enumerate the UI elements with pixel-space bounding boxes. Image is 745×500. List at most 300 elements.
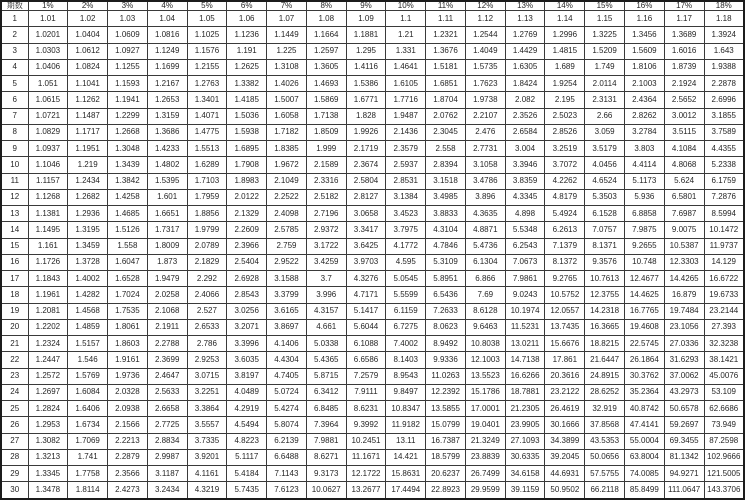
factor-cell: 1.0824 [68,59,108,75]
factor-cell: 1.5609 [624,43,664,59]
factor-cell: 1.8061 [108,319,148,335]
factor-cell: 1.03 [108,11,148,27]
factor-cell: 1.2996 [545,27,585,43]
factor-cell: 5.5348 [505,222,545,238]
factor-cell: 6.1088 [346,336,386,352]
factor-cell: 6.1304 [465,254,505,270]
factor-cell: 8.1371 [585,238,625,254]
factor-cell: 1.4116 [346,59,386,75]
factor-cell: 8.6231 [346,401,386,417]
factor-cell: 4.3276 [346,271,386,287]
factor-cell: 6.8485 [306,401,346,417]
factor-cell: 2.4273 [108,482,148,499]
factor-cell: 34.3899 [545,433,585,449]
factor-cell: 3.2071 [227,319,267,335]
factor-cell: 1.2936 [68,206,108,222]
table-row [1,238,744,254]
factor-cell: 4.8179 [545,189,585,205]
factor-cell: 3.4786 [465,173,505,189]
factor-cell: 2.4364 [624,92,664,108]
factor-cell: 1.3728 [68,254,108,270]
factor-cell: 1.4568 [68,303,108,319]
factor-cell: 2.3045 [426,124,466,140]
factor-cell: 3.1058 [465,157,505,173]
factor-cell: 1.5007 [267,92,307,108]
factor-cell: 1.0404 [68,27,108,43]
factor-cell: 13.0211 [505,336,545,352]
table-row [1,417,744,433]
factor-cell: 1.5386 [346,76,386,92]
factor-cell: 32.3238 [704,336,744,352]
period-cell: 8 [1,124,28,140]
factor-cell: 1.06 [227,11,267,27]
factor-cell: 8.5994 [704,206,744,222]
factor-cell: 1.8009 [147,238,187,254]
factor-cell: 3.0715 [187,368,227,384]
factor-cell: 29.9599 [465,482,505,499]
factor-cell: 1.1487 [68,108,108,124]
factor-cell: 5.4274 [267,401,307,417]
factor-cell: 23.8839 [465,449,505,465]
factor-cell: 10.8038 [465,336,505,352]
factor-cell: 4.6524 [585,173,625,189]
factor-cell: 50.9502 [545,482,585,499]
factor-cell: 1.1025 [187,27,227,43]
factor-cell: 6.6488 [267,449,307,465]
factor-cell: 6.2613 [545,222,585,238]
factor-cell: 2.2879 [108,449,148,465]
factor-cell: 3.3996 [227,336,267,352]
factor-cell: 1.3605 [306,59,346,75]
factor-cell: 7.9881 [306,433,346,449]
period-cell: 7 [1,108,28,124]
factor-cell: 1.0609 [108,27,148,43]
factor-cell: 4.4355 [704,141,744,157]
factor-cell: 1.6105 [386,76,426,92]
factor-cell: 1.7069 [68,433,108,449]
factor-cell: 1.5735 [465,59,505,75]
rate-column-header: 4% [147,1,187,11]
factor-cell: 3.4523 [386,206,426,222]
factor-cell: 2.5804 [346,173,386,189]
table-header [1,1,744,11]
factor-cell: 13.11 [386,433,426,449]
factor-cell: 1.8603 [108,336,148,352]
factor-cell: 11.9182 [386,417,426,433]
factor-cell: 1.6047 [108,254,148,270]
factor-cell: 2.476 [465,124,505,140]
factor-cell: 1.3195 [68,222,108,238]
factor-cell: 2.6584 [505,124,545,140]
factor-cell: 3.896 [465,189,505,205]
factor-cell: 3.8359 [505,173,545,189]
factor-cell: 4.3104 [426,222,466,238]
factor-cell: 3.4985 [426,189,466,205]
factor-cell: 14.2318 [585,303,625,319]
factor-cell: 1.3456 [624,27,664,43]
factor-cell: 2.7196 [306,206,346,222]
factor-cell: 1.219 [68,157,108,173]
factor-cell: 94.9271 [664,466,704,482]
factor-cell: 1.7024 [108,287,148,303]
factor-cell: 1.07 [267,11,307,27]
factor-cell: 2.1068 [147,303,187,319]
factor-cell: 2.0938 [108,401,148,417]
factor-cell: 2.8543 [227,287,267,303]
factor-cell: 1.6406 [68,401,108,417]
factor-cell: 3.4259 [306,254,346,270]
rate-column-header: 18% [704,1,744,11]
factor-cell: 43.2973 [664,384,704,400]
factor-cell: 1.9479 [147,271,187,287]
factor-cell: 1.7623 [465,76,505,92]
factor-cell: 1.4049 [465,43,505,59]
factor-cell: 16.6266 [505,368,545,384]
factor-cell: 3.7589 [704,124,744,140]
factor-cell: 1.295 [346,43,386,59]
factor-cell: 4.2262 [545,173,585,189]
factor-cell: 2.1329 [227,206,267,222]
factor-cell: 1.828 [346,108,386,124]
factor-cell: 12.2392 [426,384,466,400]
factor-cell: 1.5513 [187,141,227,157]
period-cell: 5 [1,76,28,92]
factor-cell: 55.0004 [624,433,664,449]
factor-cell: 2.3526 [505,108,545,124]
factor-cell: 6.7275 [386,319,426,335]
factor-cell: 27.393 [704,319,744,335]
factor-cell: 1.1941 [108,92,148,108]
factor-cell: 5.1417 [346,303,386,319]
factor-cell: 18.5799 [426,449,466,465]
period-cell: 6 [1,92,28,108]
factor-cell: 1.643 [704,43,744,59]
factor-cell: 1.1664 [306,27,346,43]
factor-cell: 2.8262 [624,108,664,124]
factor-cell: 2.1911 [147,319,187,335]
factor-cell: 1.5938 [227,124,267,140]
factor-cell: 53.109 [704,384,744,400]
factor-cell: 47.4141 [624,417,664,433]
factor-cell: 12.3303 [664,254,704,270]
factor-cell: 1.601 [147,189,187,205]
factor-cell: 2.082 [505,92,545,108]
factor-cell: 14.129 [704,254,744,270]
factor-cell: 1.1157 [28,173,68,189]
factor-cell: 4.8871 [465,222,505,238]
table-row [1,303,744,319]
factor-cell: 10.8347 [386,401,426,417]
table-row [1,319,744,335]
factor-cell: 22.8923 [426,482,466,499]
factor-cell: 7.69 [465,287,505,303]
factor-cell: 1.3108 [267,59,307,75]
factor-cell: 1.3478 [28,482,68,499]
factor-cell: 2.195 [545,92,585,108]
factor-cell: 21.6447 [585,352,625,368]
table-row [1,368,744,384]
factor-cell: 4.3345 [505,189,545,205]
factor-cell: 26.7499 [465,466,505,482]
factor-cell: 16.7387 [426,433,466,449]
factor-cell: 7.9111 [346,384,386,400]
factor-cell: 1.546 [68,352,108,368]
factor-cell: 1.2434 [68,173,108,189]
factor-cell: 7.1379 [545,238,585,254]
factor-cell: 1.6289 [187,157,227,173]
factor-cell: 23.2144 [704,303,744,319]
factor-cell: 16.7765 [624,303,664,319]
period-cell: 12 [1,189,28,205]
factor-cell: 1.1041 [68,76,108,92]
factor-cell: 1.9738 [465,92,505,108]
factor-cell: 1.873 [147,254,187,270]
factor-cell: 2.2878 [704,76,744,92]
factor-cell: 4.3635 [465,206,505,222]
table-row [1,254,744,270]
factor-cell: 2.1436 [386,124,426,140]
factor-cell: 3.0256 [227,303,267,319]
factor-cell: 1.14 [545,11,585,27]
factor-cell: 11.1671 [346,449,386,465]
factor-cell: 9.2655 [624,238,664,254]
factor-cell: 2.3566 [108,466,148,482]
table-row [1,384,744,400]
factor-cell: 2.3674 [346,157,386,173]
factor-cell: 4.7846 [426,238,466,254]
factor-cell: 3.059 [585,124,625,140]
factor-cell: 14.4265 [664,271,704,287]
factor-cell: 6.6586 [346,352,386,368]
factor-cell: 1.6771 [346,92,386,108]
factor-cell: 1.8385 [267,141,307,157]
factor-cell: 143.3706 [704,482,744,499]
factor-cell: 2.9372 [306,222,346,238]
factor-cell: 1.1449 [267,27,307,43]
rate-column-header: 12% [465,1,505,11]
factor-cell: 1.2597 [306,43,346,59]
factor-cell: 2.8127 [346,189,386,205]
factor-cell: 5.0338 [306,336,346,352]
period-cell: 1 [1,11,28,27]
table-row [1,157,744,173]
factor-cell: 1.5869 [306,92,346,108]
period-cell: 30 [1,482,28,499]
factor-cell: 1.2572 [28,368,68,384]
factor-cell: 13.7435 [545,319,585,335]
factor-cell: 38.1421 [704,352,744,368]
factor-cell: 81.1342 [664,449,704,465]
factor-cell: 1.7716 [386,92,426,108]
table-row [1,271,744,287]
factor-cell: 2.4647 [147,368,187,384]
factor-cell: 6.5801 [664,189,704,205]
factor-cell: 1.6651 [147,206,187,222]
period-cell: 20 [1,319,28,335]
rate-column-header: 3% [108,1,148,11]
factor-cell: 2.8394 [426,157,466,173]
factor-cell: 1.3401 [187,92,227,108]
factor-cell: 1.8739 [664,59,704,75]
factor-cell: 7.3964 [306,417,346,433]
period-cell: 29 [1,466,28,482]
factor-cell: 3.0658 [346,206,386,222]
factor-cell: 1.02 [68,11,108,27]
factor-cell: 8.9543 [386,368,426,384]
factor-cell: 9.6463 [465,319,505,335]
factor-cell: 1.8509 [306,124,346,140]
factor-cell: 1.4026 [267,76,307,92]
factor-cell: 1.4282 [68,287,108,303]
factor-cell: 1.1236 [227,27,267,43]
factor-cell: 69.3455 [664,433,704,449]
factor-cell: 3.1588 [267,271,307,287]
factor-cell: 1.9388 [704,59,744,75]
factor-cell: 1.8856 [187,206,227,222]
factor-cell: 1.6528 [108,271,148,287]
factor-cell: 1.6016 [664,43,704,59]
factor-cell: 3.8697 [267,319,307,335]
factor-cell: 4.4114 [624,157,664,173]
factor-cell: 3.1518 [426,173,466,189]
factor-cell: 1.3676 [426,43,466,59]
factor-cell: 1.4693 [306,76,346,92]
factor-cell: 4.1084 [664,141,704,157]
factor-cell: 74.0085 [624,466,664,482]
factor-cell: 1.1717 [68,124,108,140]
factor-cell: 2.5937 [386,157,426,173]
factor-cell: 4.7405 [267,368,307,384]
factor-cell: 20.6237 [426,466,466,482]
factor-cell: 1.3686 [147,124,187,140]
factor-cell: 5.7435 [227,482,267,499]
factor-cell: 6.1759 [704,173,744,189]
factor-cell: 59.2697 [664,417,704,433]
period-cell: 3 [1,43,28,59]
factor-cell: 1.2653 [147,92,187,108]
factor-cell: 2.527 [187,303,227,319]
factor-cell: 8.9492 [426,336,466,352]
table-row [1,124,744,140]
factor-cell: 1.2202 [28,319,68,335]
factor-cell: 15.8631 [386,466,426,482]
factor-cell: 1.6305 [505,59,545,75]
table-row [1,336,744,352]
factor-cell: 6.5436 [426,287,466,303]
factor-cell: 14.421 [386,449,426,465]
factor-cell: 1.7138 [306,108,346,124]
factor-cell: 1.11 [426,11,466,27]
factor-cell: 1.12 [465,11,505,27]
factor-cell: 1.01 [28,11,68,27]
factor-cell: 1.4775 [187,124,227,140]
factor-cell: 1.08 [306,11,346,27]
factor-cell: 1.6058 [267,108,307,124]
factor-cell: 9.0243 [505,287,545,303]
factor-cell: 1.2544 [465,27,505,43]
factor-cell: 2.6996 [704,92,744,108]
factor-cell: 2.9253 [187,352,227,368]
factor-cell: 1.0615 [28,92,68,108]
factor-cell: 2.3966 [227,238,267,254]
factor-cell: 1.4815 [545,43,585,59]
factor-cell: 5.4924 [545,206,585,222]
factor-cell: 3.5179 [585,141,625,157]
factor-cell: 2.759 [267,238,307,254]
factor-cell: 5.3503 [585,189,625,205]
factor-cell: 1.21 [386,27,426,43]
factor-cell: 37.8568 [585,417,625,433]
factor-cell: 1.9487 [386,108,426,124]
period-cell: 25 [1,401,28,417]
factor-cell: 3.803 [624,141,664,157]
factor-cell: 39.2045 [545,449,585,465]
factor-cell: 3.2519 [545,141,585,157]
factor-cell: 10.5387 [664,238,704,254]
factor-cell: 5.624 [664,173,704,189]
factor-cell: 50.6578 [664,401,704,417]
factor-cell: 6.3412 [306,384,346,400]
factor-cell: 102.9666 [704,449,744,465]
rate-column-header: 11% [426,1,466,11]
factor-cell: 1.2668 [108,124,148,140]
period-cell: 16 [1,254,28,270]
factor-cell: 1.4429 [505,43,545,59]
factor-cell: 5.5599 [386,287,426,303]
factor-cell: 2.8531 [386,173,426,189]
factor-cell: 1.689 [545,59,585,75]
factor-cell: 4.2919 [227,401,267,417]
header-row [1,1,744,11]
rate-column-header: 10% [386,1,426,11]
factor-cell: 13.5855 [426,401,466,417]
factor-cell: 1.331 [386,43,426,59]
table-row [1,43,744,59]
factor-cell: 3.5557 [187,417,227,433]
rate-column-header: 8% [306,1,346,11]
factor-cell: 10.748 [624,254,664,270]
factor-cell: 1.5209 [585,43,625,59]
rate-column-header: 2% [68,1,108,11]
factor-cell: 2.5652 [664,92,704,108]
factor-cell: 2.2609 [227,222,267,238]
factor-cell: 7.0673 [505,254,545,270]
factor-cell: 1.18 [704,11,744,27]
factor-cell: 1.0612 [68,43,108,59]
factor-cell: 3.004 [505,141,545,157]
factor-cell: 1.1881 [346,27,386,43]
factor-cell: 2.5182 [306,189,346,205]
factor-cell: 2.5785 [267,222,307,238]
factor-cell: 1.3689 [664,27,704,43]
factor-cell: 2.2107 [465,108,505,124]
factor-cell: 1.5769 [68,368,108,384]
factor-cell: 3.1384 [386,189,426,205]
factor-cell: 2.1049 [267,173,307,189]
factor-cell: 1.2682 [68,189,108,205]
period-cell: 19 [1,303,28,319]
factor-cell: 4.8068 [664,157,704,173]
factor-cell: 121.5005 [704,466,744,482]
factor-cell: 2.1719 [346,141,386,157]
factor-cell: 4.898 [505,206,545,222]
factor-cell: 1.3213 [28,449,68,465]
factor-cell: 1.0927 [108,43,148,59]
factor-cell: 1.2625 [227,59,267,75]
table-body [1,11,744,500]
factor-cell: 2.5633 [147,384,187,400]
factor-cell: 35.2364 [624,384,664,400]
